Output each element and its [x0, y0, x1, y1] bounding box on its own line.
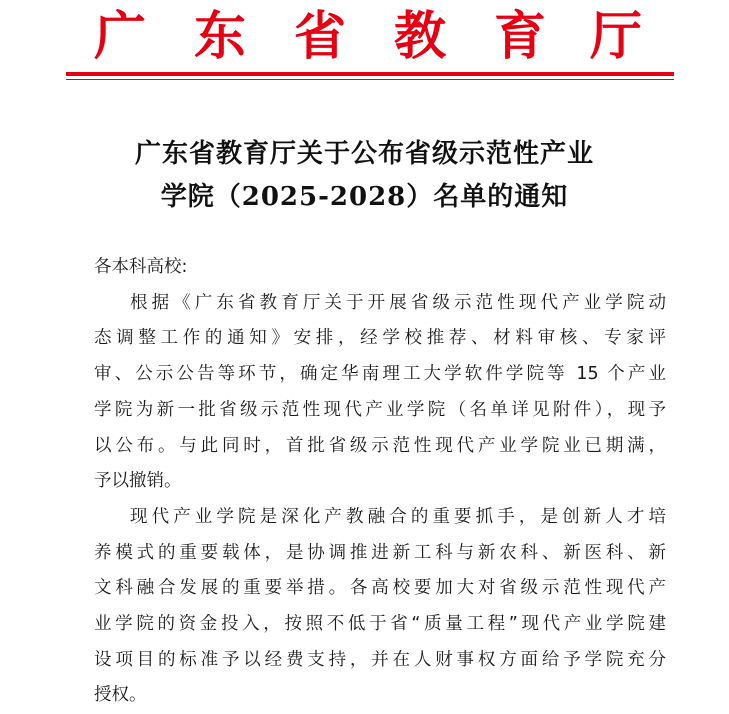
letterhead-char: 厅 [590, 6, 643, 67]
letterhead-rule-thick [66, 72, 674, 76]
letterhead-char: 省 [294, 6, 347, 67]
letterhead-char: 广 [94, 6, 147, 67]
paragraph-line: 予以撤销。 [94, 471, 182, 492]
document-title-line-1: 广东省教育厅关于公布省级示范性产业 [134, 139, 594, 169]
letterhead-char: 东 [194, 6, 247, 67]
paragraph-line: 文科融合发展的重要举措。各高校要加大对省级示范性现代产 [94, 578, 666, 599]
paragraph-line: 以公布。与此同时，首批省级示范性现代产业学院业已期满， [94, 435, 666, 456]
paragraph-line: 现代产业学院是深化产教融合的重要抓手，是创新人才培 [130, 506, 666, 527]
document-body [94, 250, 666, 714]
paragraph-line: 态调整工作的通知》安排，经学校推荐、材料审核、专家评 [94, 328, 666, 349]
salutation: 各本科高校: [94, 257, 188, 277]
paragraph-line: 业学院的资金投入，按照不低于省“质量工程”现代产业学院建 [94, 614, 666, 635]
paragraph-2 [94, 500, 666, 714]
letterhead-title [94, 6, 644, 68]
paragraph-line: 授权。 [94, 685, 147, 706]
paragraph-line: 养模式的重要载体，是协调推进新工科与新农科、新医科、新 [94, 542, 666, 563]
paragraph-line: 学院为新一批省级示范性现代产业学院（名单详见附件），现予 [94, 399, 666, 420]
paragraph-1 [94, 286, 666, 500]
paragraph-line: 根据《广东省教育厅关于开展省级示范性现代产业学院动 [130, 292, 666, 313]
document-title-line-2: 学院（2025-2028）名单的通知 [160, 182, 569, 212]
letterhead-char: 育 [494, 6, 547, 67]
paragraph-line: 审、公示公告等环节，确定华南理工大学软件学院等 15 个产业 [94, 364, 666, 385]
letterhead-char: 教 [394, 6, 447, 67]
letterhead-rule-thin [66, 79, 674, 80]
paragraph-line: 设项目的标准予以经费支持，并在人财事权方面给予学院充分 [94, 649, 666, 670]
